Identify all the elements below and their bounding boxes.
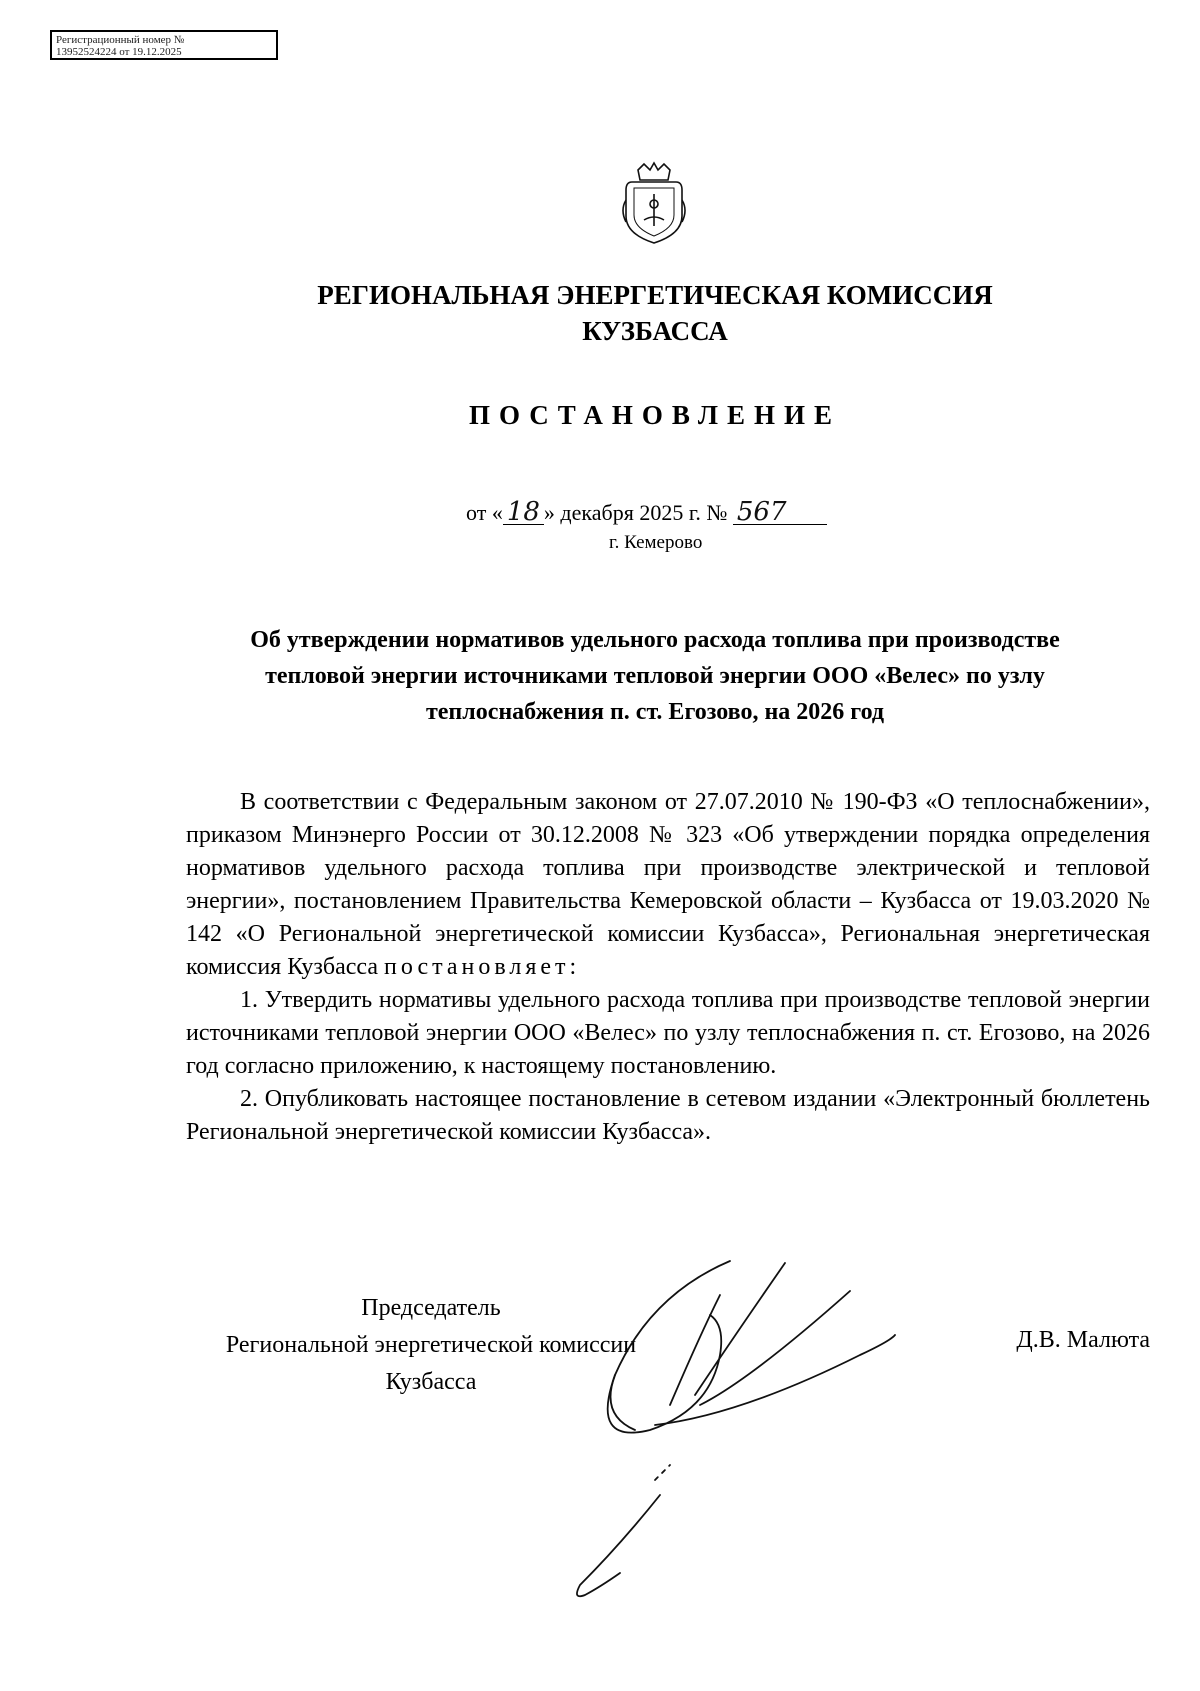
document-type: ПОСТАНОВЛЕНИЕ xyxy=(468,400,842,430)
item-1: 1. Утвердить нормативы удельного расхода топлива при производстве тепловой энергии источниками тепловой энергии ООО «Велес» по узлу теплоснабжения п. ст. Егозово, на 2026 год согласно приложению, к настоящему постановлению. xyxy=(186,987,1150,1079)
signatory-name: Д.В. Малюта xyxy=(1016,1327,1150,1353)
date-prefix: от « xyxy=(466,500,503,525)
signatory-title-line-2: Региональной энергетической комиссии xyxy=(225,1332,637,1358)
document-number-handwritten: 567 xyxy=(733,500,827,525)
date-middle: » декабря 2025 г. № xyxy=(543,500,728,525)
registration-line-2: 13952524224 от 19.12.2025 xyxy=(56,46,182,58)
preamble-paragraph xyxy=(186,786,1150,984)
preamble-text: В соответствии с Федеральным законом от 27.07.2010 № 190-ФЗ «О теплоснабжении», приказом Минэнерго России от 30.12.2008 № 323 «Об утверждении порядка определения нормативов удельного расхода топлива при производстве электрической и тепловой энергии», постановлением Правительства Кемеровской области – Кузбасса от 19.03.2020 № 142 «О Региональной энергетической комиссии Кузбасса», Региональная энергетическая комиссия Кузбасса xyxy=(186,789,1150,980)
document-subject xyxy=(160,622,1150,730)
subject-line-1: Об утверждении нормативов удельного расхода топлива при производстве xyxy=(250,627,1060,653)
handwritten-signature-icon xyxy=(560,1255,980,1625)
subject-line-3: теплоснабжения п. ст. Егозово, на 2026 год xyxy=(425,699,885,725)
city: г. Кемерово xyxy=(609,532,703,553)
registration-stamp xyxy=(50,30,278,60)
coat-of-arms-icon xyxy=(618,160,690,246)
date-day-handwritten: 18 xyxy=(503,500,544,525)
org-name-line-1: РЕГИОНАЛЬНАЯ ЭНЕРГЕТИЧЕСКАЯ КОМИССИЯ xyxy=(317,280,993,310)
subject-line-2: тепловой энергии источниками тепловой энергии ООО «Велес» по узлу xyxy=(265,663,1045,689)
org-name-line-2: КУЗБАССА xyxy=(582,316,728,346)
item-2: 2. Опубликовать настоящее постановление в сетевом издании «Электронный бюллетень Региональной энергетической комиссии Кузбасса». xyxy=(186,1086,1150,1145)
signatory-title-line-1: Председатель xyxy=(361,1295,501,1321)
document-body xyxy=(186,786,1150,1149)
registration-line-1: Регистрационный номер № xyxy=(56,34,185,46)
date-line xyxy=(466,497,827,527)
preamble-verb: постановляет: xyxy=(384,954,581,980)
signatory-title-line-3: Кузбасса xyxy=(385,1369,477,1395)
